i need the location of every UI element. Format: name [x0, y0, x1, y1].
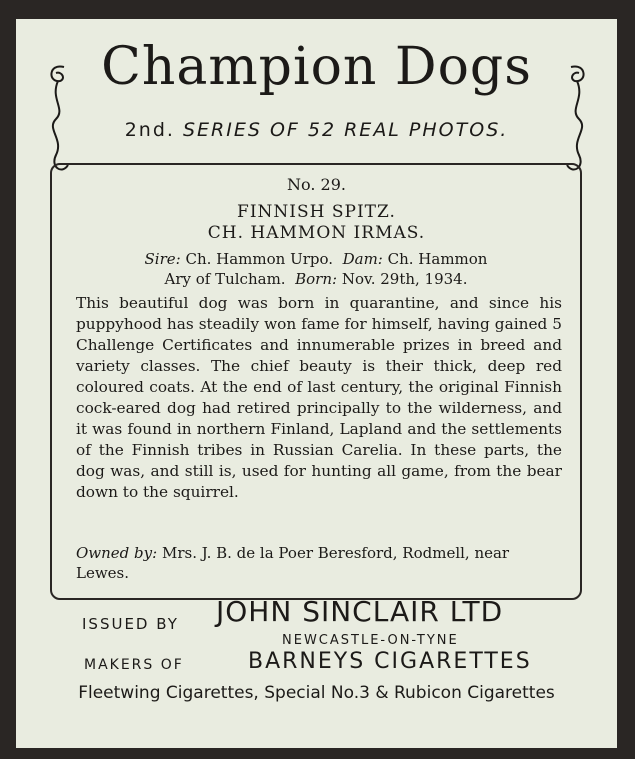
pedigree [76, 249, 556, 289]
born-value: Nov. 29th, 1934. [341, 270, 468, 288]
breed-heading [16, 202, 617, 244]
born-label: Born: [295, 270, 338, 288]
brand-name: BARNEYS CIGARETTES [248, 649, 532, 674]
other-brands: Fleetwing Cigarettes, Special No.3 & Rubicon Cigarettes [78, 683, 555, 703]
owner-value: Mrs. J. B. de la Poer Beresford, Rodmell, near Lewes. [76, 544, 510, 582]
dam-value-cont: Ary of Tulcham. [164, 270, 286, 288]
breed-name: FINNISH SPITZ. [237, 202, 396, 222]
dam-label: Dam: [342, 250, 383, 268]
dog-name: CH. HAMMON IRMAS. [207, 223, 426, 243]
company-city: NEWCASTLE-ON-TYNE [282, 633, 459, 648]
dam-value: Ch. Hammon [387, 250, 488, 268]
owner-label: Owned by: [76, 544, 158, 562]
series-count: 52 REAL PHOTOS. [307, 119, 509, 141]
issued-by-label: ISSUED BY [82, 615, 179, 633]
sire-value: Ch. Hammon Urpo. [185, 250, 334, 268]
series-prefix: 2nd. [124, 119, 175, 141]
makers-of-label: MAKERS OF [84, 657, 184, 673]
series-line [16, 119, 617, 141]
owner-line [76, 543, 562, 583]
card-title: Champion Dogs [101, 37, 532, 97]
series-word: SERIES [182, 119, 262, 141]
series-of: OF [269, 119, 300, 141]
company-name: JOHN SINCLAIR LTD [216, 595, 504, 628]
card-number: No. 29. [287, 175, 346, 194]
sire-label: Sire: [144, 250, 181, 268]
description: This beautiful dog was born in quarantine, and since his puppyhood has steadily won fame for himself, having gained 5 Challenge Certificates and innumerable prizes in breed and variety classes. The chief beauty is their thick, deep red coloured coats. At the end of last century, the original Finnish cock-eared dog had retired principally to the wilderness, and it was found in northern Finland, Lapland and the settlements of the Finnish tribes in Russian Carelia. In these parts, the dog was, and still is, used for hunting all game, from the bear down to the squirrel. [76, 294, 562, 501]
cigarette-card [16, 19, 617, 748]
